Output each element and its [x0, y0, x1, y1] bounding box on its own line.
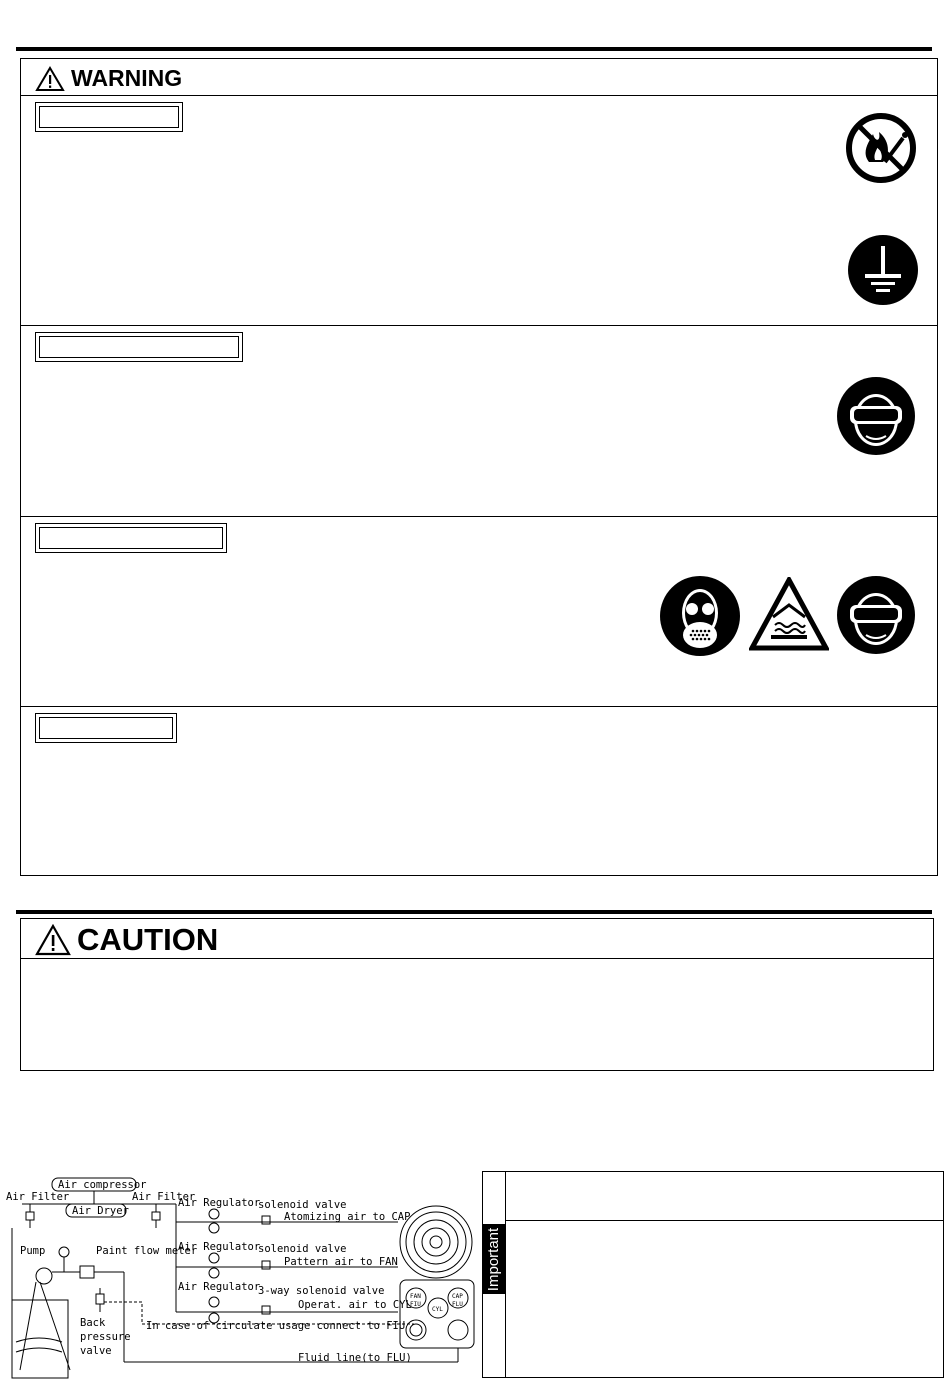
warning-section-1-label: [35, 102, 183, 132]
label-line-fan: Pattern air to FAN: [284, 1256, 398, 1268]
no-fire-icon: [845, 112, 917, 184]
label-fluid-line: Fluid line(to FLU): [298, 1352, 412, 1364]
caution-panel: [20, 918, 934, 1071]
important-label-text: Important: [485, 1227, 503, 1291]
label-line-cyl: Operat. air to CYL: [298, 1299, 412, 1311]
warning-header: [21, 59, 937, 96]
label-circulate-note: In case of circulate usage connect to FIU: [146, 1320, 406, 1332]
label-paint-flow-meter: Paint flow meter: [96, 1245, 198, 1257]
label-back-pressure-2: pressure: [80, 1331, 131, 1343]
warning-section-2-label: [35, 332, 243, 362]
caution-triangle-icon: [35, 924, 71, 956]
label-port-fiu: FIU: [410, 1301, 421, 1308]
respirator-icon: [659, 575, 741, 657]
warning-section-2: [21, 326, 937, 517]
warning-section-4: [21, 707, 937, 875]
top-rule: [16, 47, 932, 51]
system-diagram: [6, 1172, 476, 1380]
warning-section-3: [21, 517, 937, 707]
label-air-dryer: Air Dryer: [72, 1205, 129, 1217]
important-box: [482, 1171, 944, 1378]
label-back-pressure-1: Back: [80, 1317, 106, 1329]
important-divider: [505, 1220, 943, 1221]
label-air-filter-right: Air Filter: [132, 1191, 196, 1203]
warning-title: WARNING: [71, 65, 183, 91]
label-regulator-3: Air Regulator: [178, 1281, 261, 1293]
important-label: [483, 1224, 505, 1294]
warning-section-4-label: [35, 713, 177, 743]
label-regulator-2: Air Regulator: [178, 1241, 261, 1253]
caution-title-row: [35, 922, 218, 958]
caution-header: [21, 919, 933, 959]
caution-title: CAUTION: [77, 922, 219, 957]
label-pump: Pump: [20, 1245, 46, 1257]
ground-icon: [847, 234, 919, 306]
label-line-cap: Atomizing air to CAP: [284, 1211, 411, 1223]
label-port-cap: CAP: [452, 1293, 463, 1300]
label-solenoid-2: solenoid valve: [258, 1243, 347, 1255]
warning-title-row: [35, 65, 182, 92]
goggles-icon-2: [836, 575, 916, 655]
label-air-filter-left: Air Filter: [6, 1191, 70, 1203]
warning-triangle-icon: [35, 66, 65, 92]
caution-rule: [16, 910, 932, 914]
goggles-icon: [836, 376, 916, 456]
warning-panel: [20, 58, 938, 876]
hot-surface-icon: [749, 577, 829, 651]
warning-section-1: [21, 96, 937, 326]
label-port-fan: FAN: [410, 1293, 421, 1300]
label-regulator-1: Air Regulator: [178, 1197, 261, 1209]
label-back-pressure-3: valve: [80, 1345, 112, 1357]
warning-section-3-label: [35, 523, 227, 553]
label-solenoid-3: 3-way solenoid valve: [258, 1285, 385, 1297]
label-port-cyl: CYL: [432, 1306, 443, 1313]
label-solenoid-1: solenoid valve: [258, 1199, 347, 1211]
label-port-flu: FLU: [452, 1301, 463, 1308]
label-air-compressor: Air compressor: [58, 1179, 147, 1191]
